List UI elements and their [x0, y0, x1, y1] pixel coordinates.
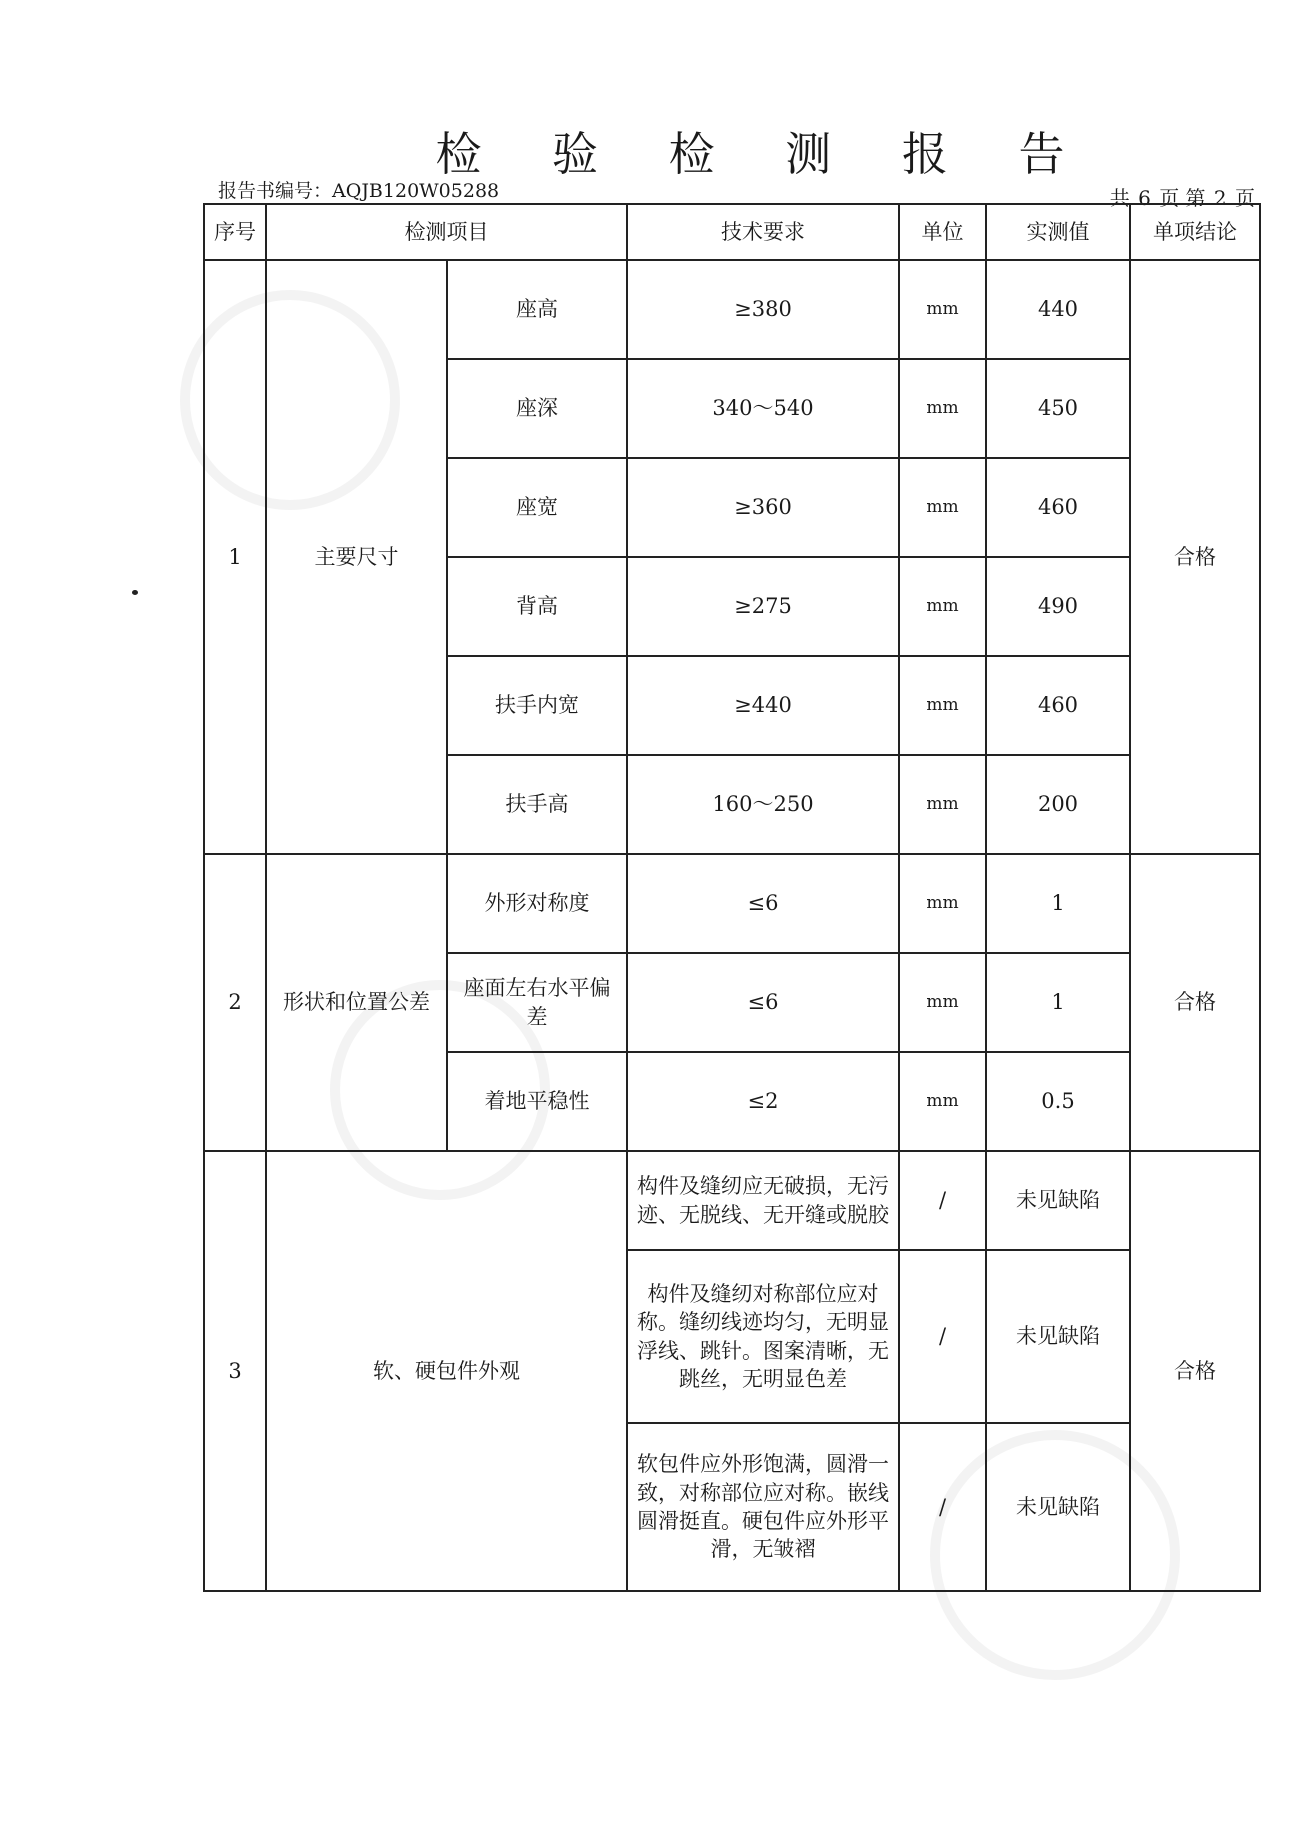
- measured-cell: 460: [986, 458, 1130, 557]
- group-name: 软、硬包件外观: [266, 1151, 627, 1591]
- measured-cell: 490: [986, 557, 1130, 656]
- requirement-cell: ≥440: [627, 656, 899, 755]
- header-unit: 单位: [899, 204, 986, 260]
- table-row: [204, 854, 1260, 953]
- page-info-mid: 页 第: [1159, 186, 1206, 210]
- sub-item: 背高: [447, 557, 627, 656]
- sub-item: 外形对称度: [447, 854, 627, 953]
- requirement-cell: ≤6: [627, 854, 899, 953]
- group-name: 形状和位置公差: [266, 854, 447, 1151]
- unit-cell: /: [899, 1423, 986, 1591]
- unit-cell: mm: [899, 557, 986, 656]
- unit-cell: mm: [899, 854, 986, 953]
- page-current: 2: [1213, 186, 1227, 210]
- header-item: 检测项目: [266, 204, 627, 260]
- measured-cell: 0.5: [986, 1052, 1130, 1151]
- requirement-cell: ≤2: [627, 1052, 899, 1151]
- sub-item: 座宽: [447, 458, 627, 557]
- sub-item: 座高: [447, 260, 627, 359]
- page-info-prefix: 共: [1109, 186, 1130, 210]
- measured-cell: 460: [986, 656, 1130, 755]
- measured-cell: 未见缺陷: [986, 1250, 1130, 1423]
- sub-item: 座面左右水平偏差: [447, 953, 627, 1052]
- requirement-cell: ≥275: [627, 557, 899, 656]
- requirement-cell: 软包件应外形饱满，圆滑一致，对称部位应对称。嵌线圆滑挺直。硬包件应外形平滑，无皱褶: [627, 1423, 899, 1591]
- requirement-cell: ≤6: [627, 953, 899, 1052]
- requirement-cell: ≥380: [627, 260, 899, 359]
- table-row: [204, 260, 1260, 359]
- page-title: 检 验 检 测 报 告: [435, 127, 1093, 181]
- sub-item: 扶手内宽: [447, 656, 627, 755]
- header-seq: 序号: [204, 204, 266, 260]
- unit-cell: mm: [899, 260, 986, 359]
- table-header-row: [204, 204, 1260, 260]
- unit-cell: mm: [899, 1052, 986, 1151]
- group-seq: 1: [204, 260, 266, 854]
- header-conclusion: 单项结论: [1130, 204, 1260, 260]
- sub-item: 座深: [447, 359, 627, 458]
- sub-item: 着地平稳性: [447, 1052, 627, 1151]
- measured-cell: 未见缺陷: [986, 1151, 1130, 1250]
- measured-cell: 450: [986, 359, 1130, 458]
- inspection-table: [203, 203, 1261, 1592]
- report-number-value: AQJB120W05288: [332, 180, 500, 202]
- header-requirement: 技术要求: [627, 204, 899, 260]
- requirement-cell: 构件及缝纫应无破损，无污迹、无脱线、无开缝或脱胶: [627, 1151, 899, 1250]
- page-total: 6: [1138, 186, 1151, 210]
- header-measured: 实测值: [986, 204, 1130, 260]
- unit-cell: /: [899, 1250, 986, 1423]
- measured-cell: 1: [986, 953, 1130, 1052]
- conclusion-cell: 合格: [1130, 854, 1260, 1151]
- report-number: [218, 176, 499, 203]
- measured-cell: 1: [986, 854, 1130, 953]
- unit-cell: mm: [899, 359, 986, 458]
- table-row: [204, 1151, 1260, 1250]
- unit-cell: mm: [899, 656, 986, 755]
- scan-speck: [132, 590, 138, 595]
- requirement-cell: 160～250: [627, 755, 899, 854]
- unit-cell: /: [899, 1151, 986, 1250]
- group-name: 主要尺寸: [266, 260, 447, 854]
- sub-item: 扶手高: [447, 755, 627, 854]
- page-info-suffix: 页: [1235, 186, 1255, 210]
- measured-cell: 200: [986, 755, 1130, 854]
- conclusion-cell: 合格: [1130, 260, 1260, 854]
- measured-cell: 未见缺陷: [986, 1423, 1130, 1591]
- requirement-cell: 340～540: [627, 359, 899, 458]
- group-seq: 2: [204, 854, 266, 1151]
- requirement-cell: ≥360: [627, 458, 899, 557]
- requirement-cell: 构件及缝纫对称部位应对称。缝纫线迹均匀，无明显浮线、跳针。图案清晰，无跳丝，无明显色差: [627, 1250, 899, 1423]
- unit-cell: mm: [899, 458, 986, 557]
- unit-cell: mm: [899, 755, 986, 854]
- conclusion-cell: 合格: [1130, 1151, 1260, 1591]
- measured-cell: 440: [986, 260, 1130, 359]
- group-seq: 3: [204, 1151, 266, 1591]
- report-number-label: 报告书编号：: [218, 180, 333, 202]
- unit-cell: mm: [899, 953, 986, 1052]
